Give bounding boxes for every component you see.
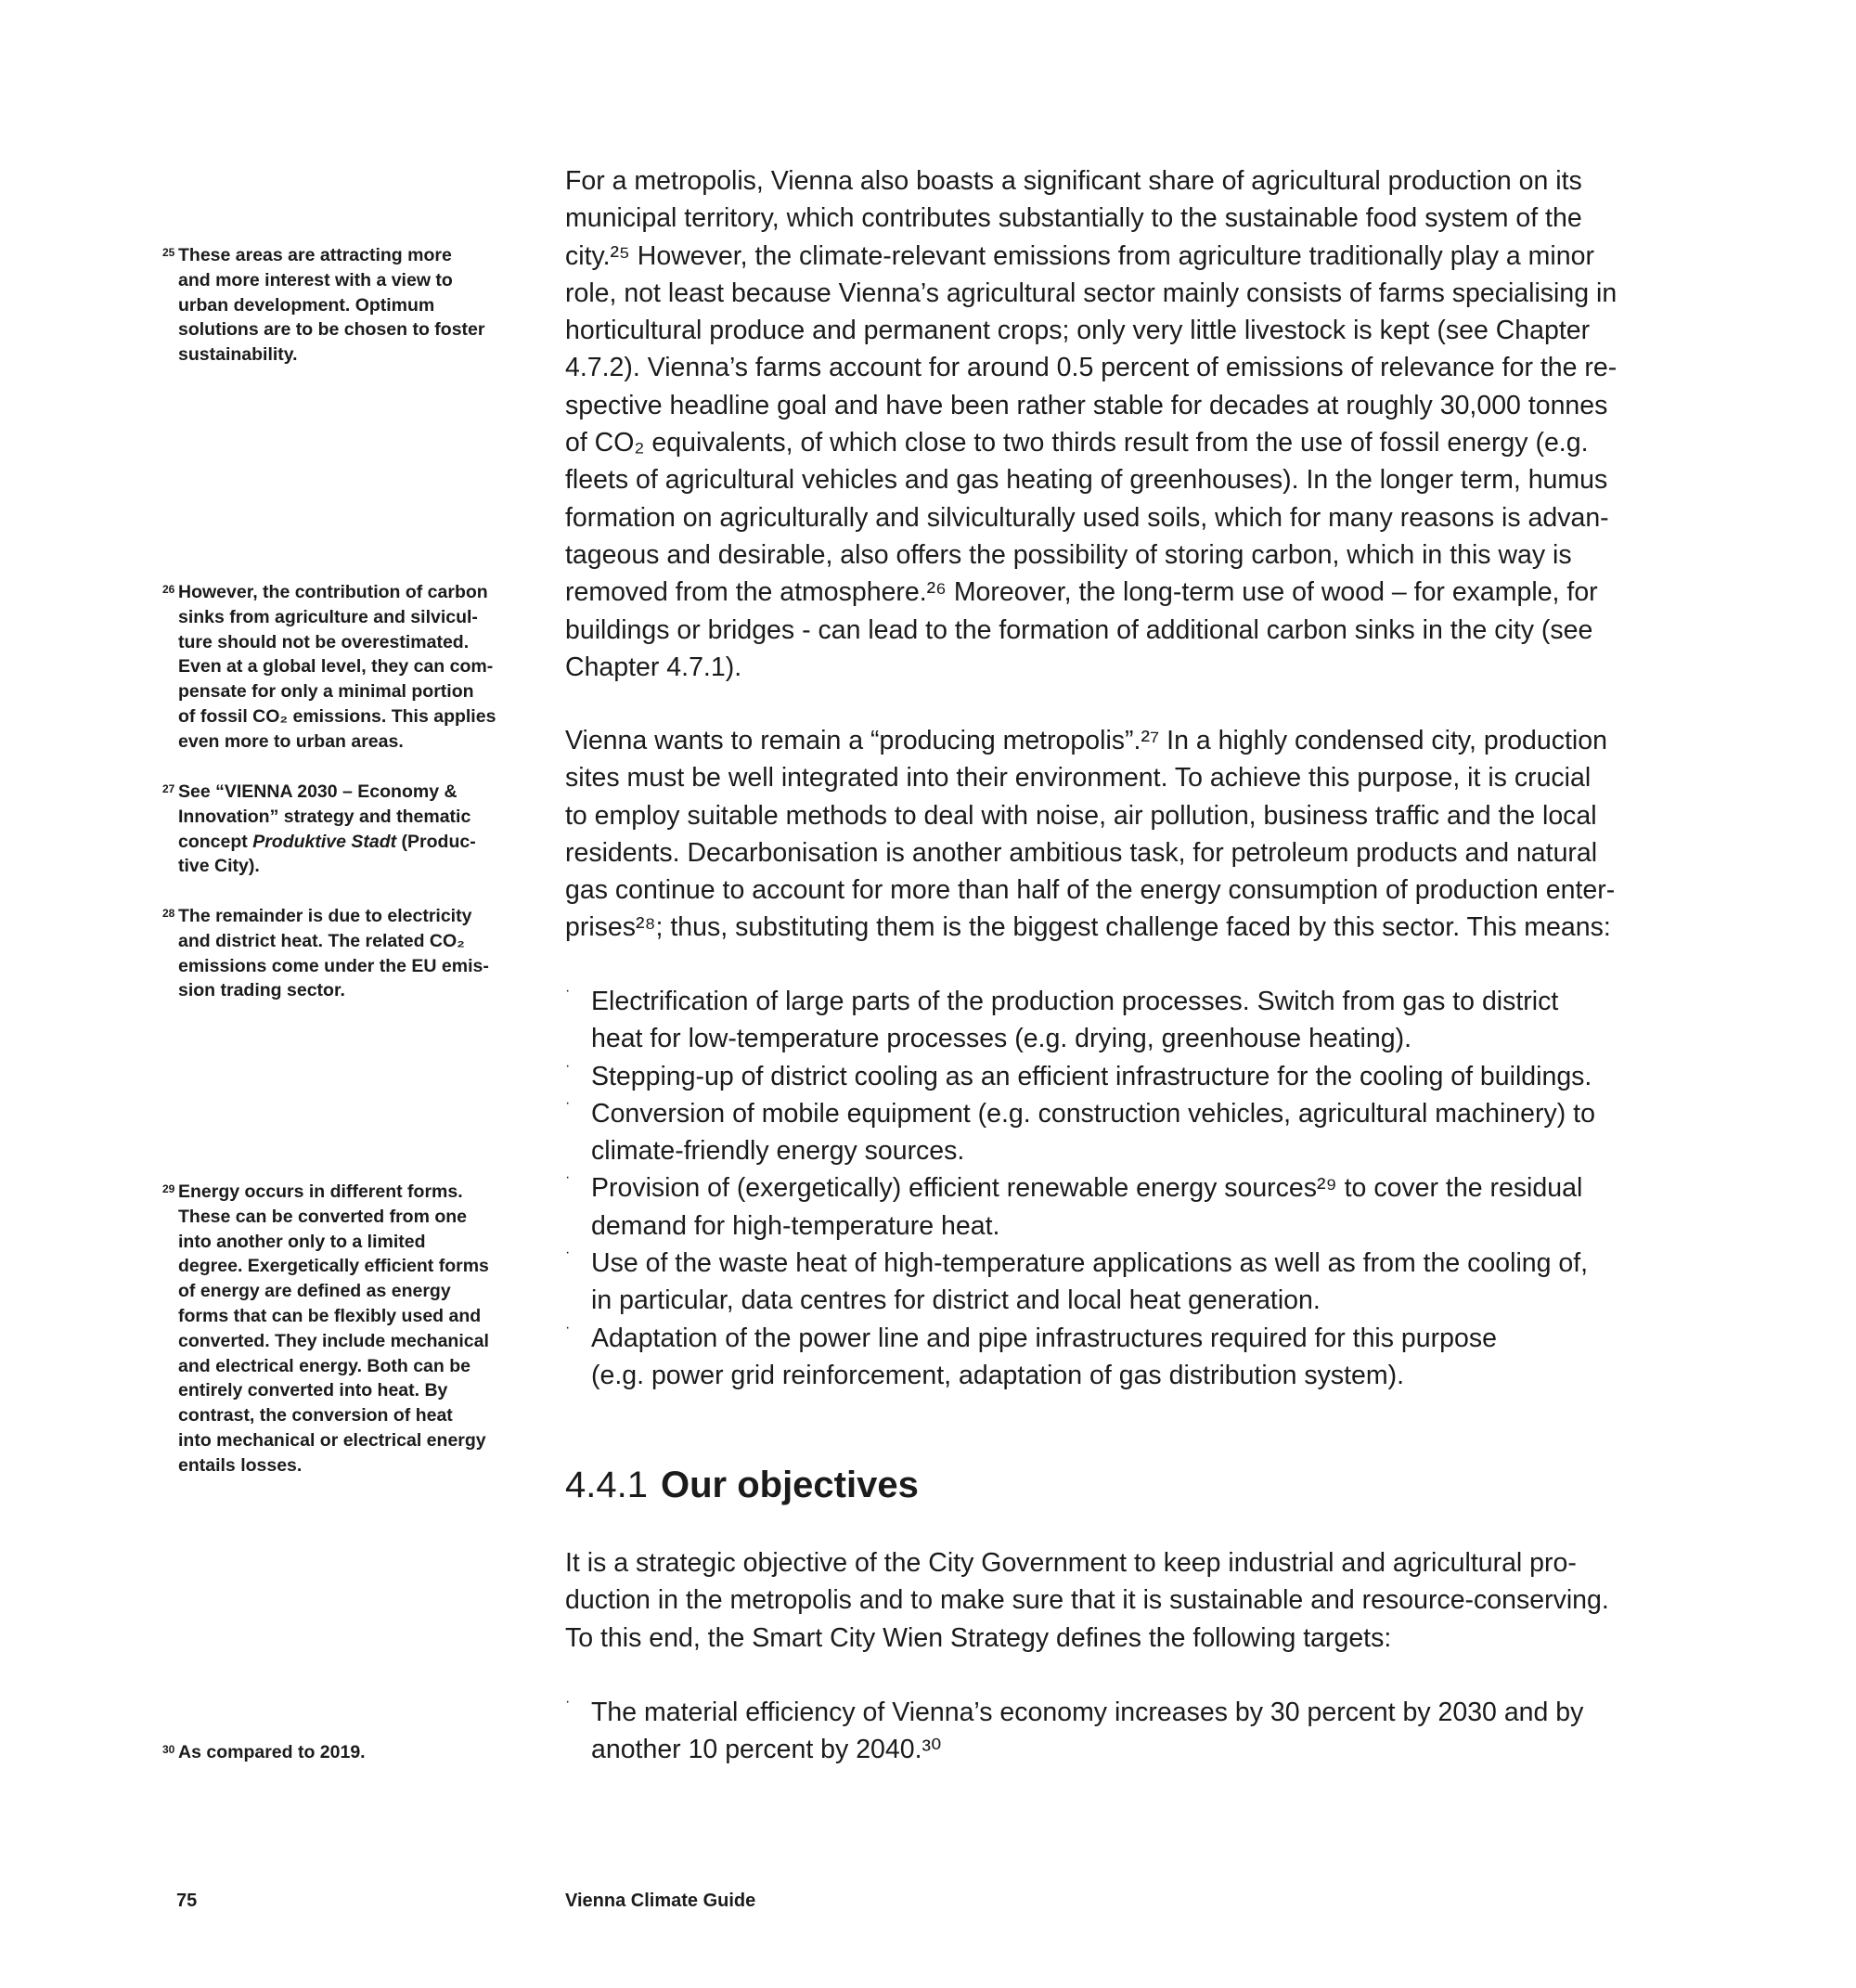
text-line: gas continue to account for more than half of the energy consumption of production enter- xyxy=(565,875,1616,906)
footnote-line: urban development. Optimum xyxy=(178,294,435,316)
footnote-30 xyxy=(162,1740,366,1765)
text-line: Vienna wants to remain a “producing metropolis”.²⁷ In a highly condensed city, production xyxy=(565,726,1607,755)
list-item xyxy=(565,1169,1595,1245)
footnote-line: emissions come under the EU emis- xyxy=(178,955,489,976)
section-heading xyxy=(565,1462,919,1508)
text-line: city.²⁵ However, the climate-relevant emissions from agriculture traditionally play a minor xyxy=(565,240,1594,271)
bullet-icon: · xyxy=(565,1094,571,1111)
list-item xyxy=(565,1319,1595,1395)
footnote-line: These can be converted from one xyxy=(178,1206,468,1227)
text-line: duction in the metropolis and to make sure that it is sustainable and resource-conserving. xyxy=(565,1585,1609,1616)
text-line: It is a strategic objective of the City Government to keep industrial and agricultural pro- xyxy=(565,1548,1577,1578)
text-line: heat for low-temperature processes (e.g. drying, greenhouse heating). xyxy=(591,1024,1411,1054)
text-line: horticultural produce and permanent crops; only very little livestock is kept (see Chapter xyxy=(565,316,1591,346)
footnote-line: into mechanical or electrical energy xyxy=(178,1429,486,1451)
footnote-line: into another only to a limited xyxy=(178,1231,426,1252)
footnote-line: and district heat. The related CO₂ xyxy=(178,930,465,951)
list-item xyxy=(565,1094,1595,1170)
page-number: 75 xyxy=(176,1891,198,1911)
footnote-number: 27 xyxy=(162,782,175,795)
footnote-line: However, the contribution of carbon xyxy=(178,582,488,602)
footnote-line: tive City). xyxy=(178,856,260,877)
text-line: For a metropolis, Vienna also boasts a significant share of agricultural production on its xyxy=(565,166,1582,196)
italic-title: Produktive Stadt xyxy=(252,831,397,852)
text-line: removed from the atmosphere.²⁶ Moreover, the long-term use of wood – for example, for xyxy=(565,577,1598,608)
section-number: 4.4.1 xyxy=(565,1465,648,1505)
paragraph-production xyxy=(565,722,1615,947)
text-line: to employ suitable methods to deal with noise, air pollution, business traffic and the local xyxy=(565,800,1597,831)
text-line: (e.g. power grid reinforcement, adaptation of gas distribution system). xyxy=(591,1360,1405,1390)
footnote-line: ture should not be overestimated. xyxy=(178,631,470,652)
footnote-line: Even at a global level, they can com- xyxy=(178,656,494,678)
text-line: sites must be well integrated into their environment. To achieve this purpose, it is crucial xyxy=(565,763,1592,794)
footnote-number: 26 xyxy=(162,583,175,596)
footnote-29 xyxy=(162,1180,489,1478)
text-line: prises²⁸; thus, substituting them is the biggest challenge faced by this sector. This means: xyxy=(565,912,1611,943)
list-item xyxy=(565,1057,1595,1095)
footnote-line: even more to urban areas. xyxy=(178,730,404,752)
text-line: 4.7.2). Vienna’s farms account for around 0.5 percent of emissions of relevance for the re- xyxy=(565,353,1618,383)
footnote-number: 30 xyxy=(162,1743,175,1756)
text-line: To this end, the Smart City Wien Strategy defines the following targets: xyxy=(565,1622,1392,1653)
footnote-line: pensate for only a minimal portion xyxy=(178,681,474,703)
footnote-line: solutions are to be chosen to foster xyxy=(178,319,485,341)
text-line: residents. Decarbonisation is another ambitious task, for petroleum products and natural xyxy=(565,837,1598,868)
footnote-line: See “VIENNA 2030 – Economy & xyxy=(178,781,458,802)
bullet-icon: · xyxy=(565,1319,571,1336)
section-title: Our objectives xyxy=(660,1465,919,1505)
footnote-line: entirely converted into heat. By xyxy=(178,1380,448,1401)
footnote-line: sustainability. xyxy=(178,344,298,366)
text-line: Provision of (exergetically) efficient renewable energy sources²⁹ to cover the residual xyxy=(591,1173,1583,1204)
bullet-icon: · xyxy=(565,1057,571,1074)
footnote-line: As compared to 2019. xyxy=(178,1742,366,1762)
bullet-icon: · xyxy=(565,1169,571,1186)
footnote-line: degree. Exergetically efficient forms xyxy=(178,1256,489,1277)
footnote-28 xyxy=(162,904,489,1003)
footnote-line: The remainder is due to electricity xyxy=(178,906,472,926)
bullet-icon: · xyxy=(565,983,571,999)
footnote-line: Energy occurs in different forms. xyxy=(178,1181,463,1202)
footnote-27 xyxy=(162,780,476,879)
text-line: Adaptation of the power line and pipe infrastructures required for this purpose xyxy=(591,1323,1497,1353)
list-item xyxy=(565,1694,1584,1769)
text-line: Stepping-up of district cooling as an efficient infrastructure for the cooling of buildings. xyxy=(591,1061,1592,1091)
list-item xyxy=(565,983,1595,1058)
text-line: spective headline goal and have been rather stable for decades at roughly 30,000 tonnes xyxy=(565,390,1608,420)
footnote-line: and electrical energy. Both can be xyxy=(178,1355,470,1376)
text-line: tageous and desirable, also offers the possibility of storing carbon, which in this way is xyxy=(565,539,1572,570)
footnote-line: converted. They include mechanical xyxy=(178,1330,489,1351)
text-line: fleets of agricultural vehicles and gas heating of greenhouses). In the longer term, humus xyxy=(565,465,1608,496)
text-line: Chapter 4.7.1). xyxy=(565,652,742,682)
footnote-number: 29 xyxy=(162,1182,175,1195)
text-line: role, not least because Vienna’s agricultural sector mainly consists of farms specialising in xyxy=(565,278,1618,308)
paragraph-agriculture xyxy=(565,162,1617,686)
text-line: of CO₂ equivalents, of which close to two thirds result from the use of fossil energy (e.g. xyxy=(565,428,1589,458)
footnote-line: entails losses. xyxy=(178,1454,303,1476)
footnote-line: sion trading sector. xyxy=(178,980,345,1001)
text-line: formation on agriculturally and silviculturally used soils, which for many reasons is advan- xyxy=(565,502,1609,533)
paragraph-objectives xyxy=(565,1544,1609,1657)
footnote-25 xyxy=(162,243,484,368)
footnote-line: sinks from agriculture and silvicul- xyxy=(178,606,478,627)
text-line: municipal territory, which contributes substantially to the sustainable food system of the xyxy=(565,203,1582,234)
text-line: climate-friendly energy sources. xyxy=(591,1136,965,1167)
footnote-line: These areas are attracting more xyxy=(178,245,452,265)
measures-list xyxy=(565,983,1595,1394)
footer-title: Vienna Climate Guide xyxy=(565,1891,756,1911)
targets-list xyxy=(565,1694,1584,1769)
footnote-line: contrast, the conversion of heat xyxy=(178,1405,453,1426)
text-line: Electrification of large parts of the production processes. Switch from gas to district xyxy=(591,987,1559,1016)
footnote-line: Innovation” strategy and thematic xyxy=(178,806,471,827)
footnote-number: 28 xyxy=(162,907,175,920)
footnote-line: and more interest with a view to xyxy=(178,269,453,290)
text-line: Use of the waste heat of high-temperature applications as well as from the cooling of, xyxy=(591,1248,1589,1279)
text-line: demand for high-temperature heat. xyxy=(591,1210,1000,1241)
footnote-line: of fossil CO₂ emissions. This applies xyxy=(178,705,496,727)
text-line: in particular, data centres for district and local heat generation. xyxy=(591,1285,1321,1316)
footnote-line: forms that can be flexibly used and xyxy=(178,1305,482,1326)
footnote-line: of energy are defined as energy xyxy=(178,1281,451,1302)
footnote-26 xyxy=(162,580,496,755)
bullet-icon: · xyxy=(565,1245,571,1261)
bullet-icon: · xyxy=(565,1694,571,1710)
text-line: buildings or bridges - can lead to the formation of additional carbon sinks in the city (see xyxy=(565,614,1593,645)
list-item xyxy=(565,1245,1595,1320)
text-line: another 10 percent by 2040.³⁰ xyxy=(591,1735,942,1765)
footnote-number: 25 xyxy=(162,246,175,259)
text-line: The material efficiency of Vienna’s economy increases by 30 percent by 2030 and by xyxy=(591,1698,1584,1727)
footnote-line: concept Produktive Stadt (Produc- xyxy=(178,831,476,852)
text-line: Conversion of mobile equipment (e.g. construction vehicles, agricultural machinery) to xyxy=(591,1098,1595,1129)
